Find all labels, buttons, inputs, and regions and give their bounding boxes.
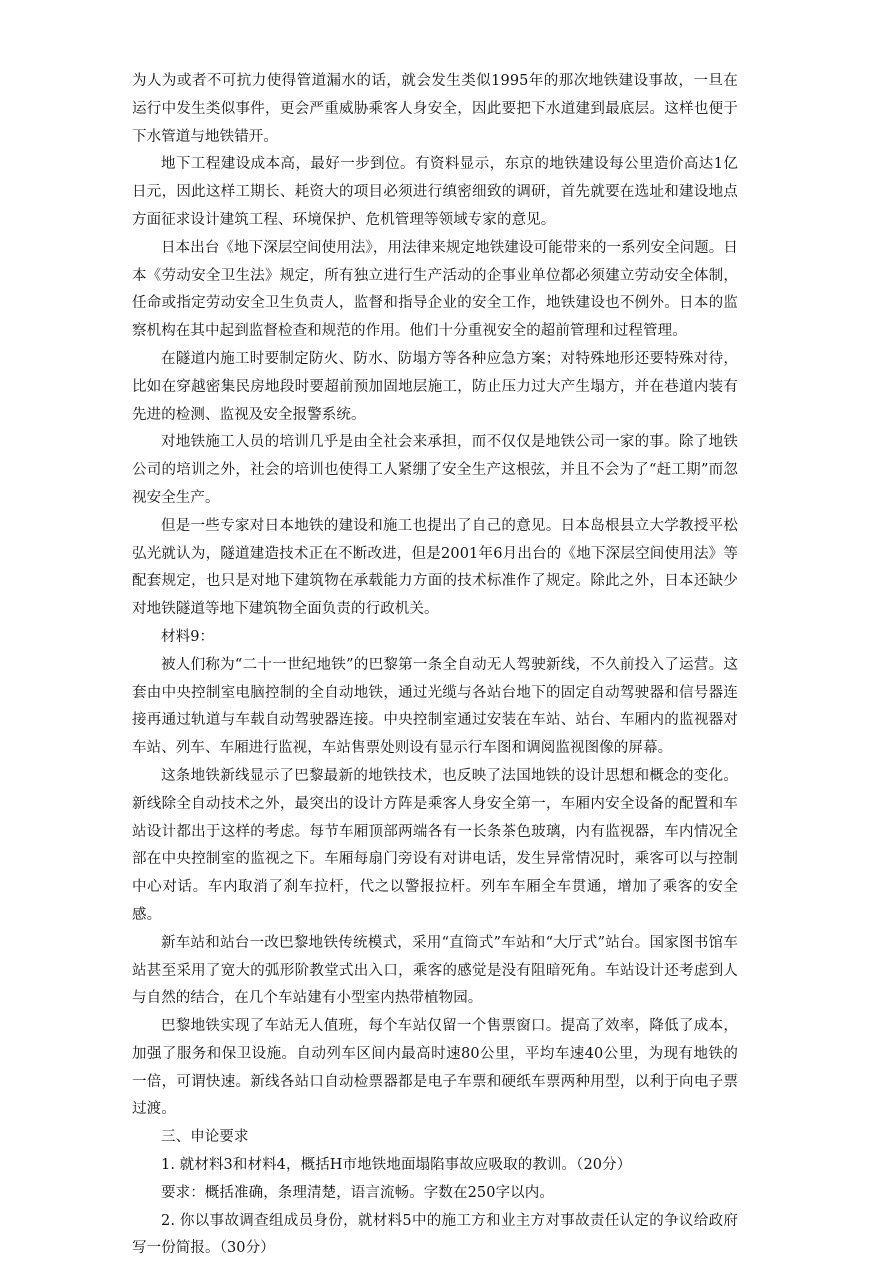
paragraph-11: 巴黎地铁实现了车站无人值班，每个车站仅留一个售票窗口。提高了效率，降低了成本，加强了服务和保卫设施。自动列车区间内最高时速80公里，平均车速40公里，为现有地铁的一倍，可谓快速。新线各站口自动检票器都是电子车票和硬纸车票两种用型，以利于向电子票过渡。 bbox=[132, 1018, 738, 1118]
paragraph-3: 日本出台《地下深层空间使用法》，用法律来规定地铁建设可能带来的一系列安全问题。日本《劳动安全卫生法》规定，所有独立进行生产活动的企事业单位都必须建立劳动安全体制，任命或指定劳动安全卫生负责人，监督和指导企业的安全工作，地铁建设也不例外。日本的监察机构在其中起到监督检查和规范的作用。他们十分重视安全的超前管理和过程管理。 bbox=[132, 239, 738, 340]
question-1: 1. 就材料3和材料4，概括H市地铁地面塌陷事故应吸取的教训。（20分） bbox=[161, 1157, 632, 1174]
question-1-requirements: 要求：概括准确，条理清楚，语言流畅。字数在250字以内。 bbox=[161, 1184, 554, 1201]
paragraph-8: 被人们称为“二十一世纪地铁”的巴黎第一条全自动无人驾驶新线，不久前投入了运营。这套由中央控制室电脑控制的全自动地铁，通过光缆与各站台地下的固定自动驾驶器和信号器连接再通过轨道与车载自动驾驶器连接。中央控制室通过安装在车站、站台、车厢内的监视器对车站、列车、车厢进行监视，车站售票处则设有显示行车图和调阅监视图像的屏幕。 bbox=[132, 656, 738, 757]
paragraph-1: 为人为或者不可抗力使得管道漏水的话，就会发生类似1995年的那次地铁建设事故，一旦在运行中发生类似事件，更会严重威胁乘客人身安全，因此要把下水道建到最底层。这样也便于下水管道与地铁错开。 bbox=[132, 73, 738, 145]
material-9-heading: 材料9： bbox=[161, 628, 215, 645]
paragraph-2: 地下工程建设成本高，最好一步到位。有资料显示，东京的地铁建设每公里造价高达1亿日元，因此这样工期长、耗资大的项目必须进行缜密细致的调研，首先就要在选址和建设地点方面征求设计建筑工程、环境保护、危机管理等领域专家的意见。 bbox=[132, 156, 738, 228]
section-heading-requirements: 三、申论要求 bbox=[161, 1129, 249, 1146]
paragraph-5: 对地铁施工人员的培训几乎是由全社会来承担，而不仅仅是地铁公司一家的事。除了地铁公司的培训之外，社会的培训也使得工人紧绷了安全生产这根弦，并且不会为了“赶工期”而忽视安全生产。 bbox=[132, 434, 738, 506]
paragraph-10: 新车站和站台一改巴黎地铁传统模式，采用“直筒式”车站和“大厅式”站台。国家图书馆车站甚至采用了宽大的弧形阶教堂式出入口，乘客的感觉是没有阻暗死角。车站设计还考虑到人与自然的结合，在几个车站建有小型室内热带植物园。 bbox=[132, 934, 738, 1007]
question-2: 2. 你以事故调查组成员身份，就材料5中的施工方和业主方对事故责任认定的争议给政府写一份简报。（30分） bbox=[132, 1212, 738, 1257]
paragraph-6: 但是一些专家对日本地铁的建设和施工也提出了自己的意见。日本岛根县立大学教授平松弘光就认为，隧道建造技术正在不断改进，但是2001年6月出台的《地下深层空间使用法》等配套规定，也只是对地下建筑物在承载能力方面的技术标准作了规定。除此之外，日本还缺少对地铁隧道等地下建筑物全面负责的行政机关。 bbox=[132, 517, 738, 618]
paragraph-9: 这条地铁新线显示了巴黎最新的地铁技术，也反映了法国地铁的设计思想和概念的变化。新线除全自动技术之外，最突出的设计方阵是乘客人身安全第一，车厢内安全设备的配置和车站设计都出于这样的考虑。每节车厢顶部两端各有一长条茶色玻璃，内有监视器，车内情况全部在中央控制室的监视之下。车厢每扇门旁设有对讲电话，发生异常情况时，乘客可以与控制中心对话。车内取消了刹车拉杆，代之以警报拉杆。列车车厢全车贯通，增加了乘客的安全感。 bbox=[132, 767, 738, 923]
document-page bbox=[132, 68, 738, 1263]
paragraph-4: 在隧道内施工时要制定防火、防水、防塌方等各种应急方案；对特殊地形还要特殊对待，比如在穿越密集民房地段时要超前预加固地层施工，防止压力过大产生塌方，并在巷道内装有先进的检测、监视及安全报警系统。 bbox=[132, 350, 738, 423]
